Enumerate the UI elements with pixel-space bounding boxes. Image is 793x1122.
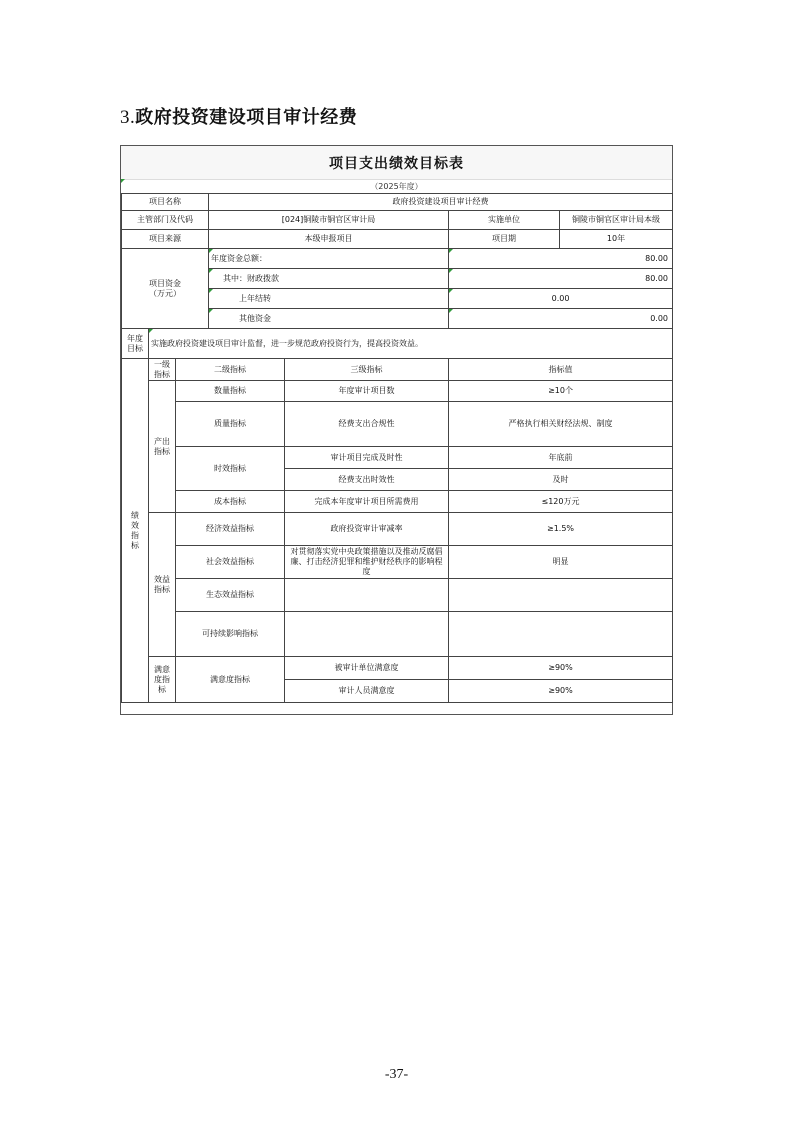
quality-l3: 经费支出合规性 xyxy=(285,402,449,447)
header-level3: 三级指标 xyxy=(285,359,449,381)
period-label: 项目期 xyxy=(449,230,560,249)
project-name-value: 政府投资建设项目审计经费 xyxy=(209,194,673,211)
economic-l2: 经济效益指标 xyxy=(176,513,285,546)
funds-total-value: 80.00 xyxy=(449,249,673,269)
header-level1: 一级指标 xyxy=(149,359,176,381)
economic-l3: 政府投资审计审减率 xyxy=(285,513,449,546)
quality-l2: 质量指标 xyxy=(176,402,285,447)
row-sustainable xyxy=(122,612,673,657)
sustainable-value xyxy=(449,612,673,657)
dept-label: 主管部门及代码 xyxy=(122,211,209,230)
sustainable-l2: 可持续影响指标 xyxy=(176,612,285,657)
source-value: 本级申报项目 xyxy=(209,230,449,249)
page-number: -37- xyxy=(384,1067,409,1082)
row-timeliness-1 xyxy=(122,447,673,469)
table-year: （2025年度） xyxy=(370,181,423,191)
quality-value: 严格执行相关财经法规、制度 xyxy=(449,402,673,447)
funds-fiscal-value: 80.00 xyxy=(449,269,673,289)
social-l2: 社会效益指标 xyxy=(176,546,285,579)
funds-carryover-label: 上年结转 xyxy=(209,289,449,309)
satisfaction-2-value: ≥90% xyxy=(449,680,673,703)
cost-l2: 成本指标 xyxy=(176,491,285,513)
section-heading xyxy=(120,103,357,129)
row-annual-goal xyxy=(122,329,673,359)
ecological-value xyxy=(449,579,673,612)
quantity-l3: 年度审计项目数 xyxy=(285,381,449,402)
funds-fiscal-label: 其中：财政拨款 xyxy=(209,269,449,289)
timeliness-1-value: 年底前 xyxy=(449,447,673,469)
timeliness-2-l3: 经费支出时效性 xyxy=(285,469,449,491)
row-funds-total xyxy=(122,249,673,269)
timeliness-2-value: 及时 xyxy=(449,469,673,491)
annual-goal-text: 实施政府投资建设项目审计监督，进一步规范政府投资行为，提高投资效益。 xyxy=(149,329,673,359)
row-social xyxy=(122,546,673,579)
social-value: 明显 xyxy=(449,546,673,579)
cost-l3: 完成本年度审计项目所需费用 xyxy=(285,491,449,513)
quantity-l2: 数量指标 xyxy=(176,381,285,402)
satisfaction-1-l3: 被审计单位满意度 xyxy=(285,657,449,680)
row-economic xyxy=(122,513,673,546)
source-label: 项目来源 xyxy=(122,230,209,249)
funds-total-label: 年度资金总额： xyxy=(209,249,449,269)
satisfaction-2-l3: 审计人员满意度 xyxy=(285,680,449,703)
benefit-indicators-label: 效益指标 xyxy=(149,513,176,657)
header-level2: 二级指标 xyxy=(176,359,285,381)
quantity-value: ≥10个 xyxy=(449,381,673,402)
impl-label: 实施单位 xyxy=(449,211,560,230)
funds-other-value: 0.00 xyxy=(449,309,673,329)
table-title: 项目支出绩效目标表 xyxy=(121,146,672,180)
funds-label xyxy=(122,249,209,329)
row-ecological xyxy=(122,579,673,612)
project-name-label: 项目名称 xyxy=(122,194,209,211)
dept-value: [024]铜陵市铜官区审计局 xyxy=(209,211,449,230)
output-indicators-label: 产出指标 xyxy=(149,381,176,513)
row-indicator-header xyxy=(122,359,673,381)
row-source xyxy=(122,230,673,249)
funds-carryover-value: 0.00 xyxy=(449,289,673,309)
row-project-name xyxy=(122,194,673,211)
funds-label-line1: 项目资金 xyxy=(149,278,181,288)
row-quality xyxy=(122,402,673,447)
impl-value: 铜陵市铜官区审计局本级 xyxy=(560,211,673,230)
funds-label-line2: （万元） xyxy=(149,288,181,298)
satisfaction-indicators-label: 满意度指标 xyxy=(149,657,176,703)
row-department xyxy=(122,211,673,230)
satisfaction-l2: 满意度指标 xyxy=(176,657,285,703)
performance-table xyxy=(121,193,673,703)
economic-value: ≥1.5% xyxy=(449,513,673,546)
funds-other-label: 其他资金 xyxy=(209,309,449,329)
section-number: 3. xyxy=(120,107,136,128)
row-quantity xyxy=(122,381,673,402)
annual-goal-label: 年度目标 xyxy=(122,329,149,359)
cell-marker-icon xyxy=(121,179,125,183)
period-value: 10年 xyxy=(560,230,673,249)
timeliness-l2: 时效指标 xyxy=(176,447,285,491)
perf-indicators-label: 绩效指标 xyxy=(122,359,149,703)
ecological-l2: 生态效益指标 xyxy=(176,579,285,612)
ecological-l3 xyxy=(285,579,449,612)
performance-table-frame xyxy=(120,145,673,715)
section-title: 政府投资建设项目审计经费 xyxy=(135,107,358,128)
row-satisfaction-1 xyxy=(122,657,673,680)
row-cost xyxy=(122,491,673,513)
cost-value: ≤120万元 xyxy=(449,491,673,513)
timeliness-1-l3: 审计项目完成及时性 xyxy=(285,447,449,469)
social-l3: 对贯彻落实党中央政策措施以及推动反腐倡廉、打击经济犯罪和维护财经秩序的影响程度 xyxy=(285,546,449,579)
header-value: 指标值 xyxy=(449,359,673,381)
satisfaction-1-value: ≥90% xyxy=(449,657,673,680)
sustainable-l3 xyxy=(285,612,449,657)
